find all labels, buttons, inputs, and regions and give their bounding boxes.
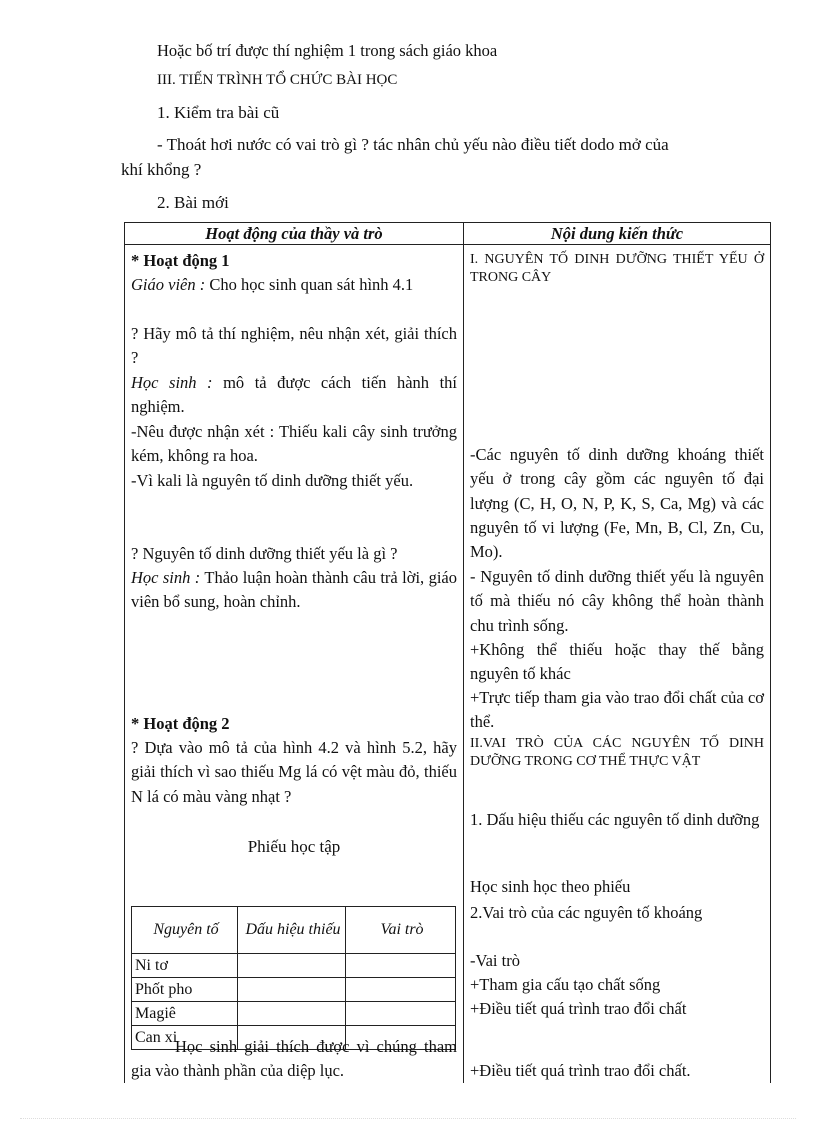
activity-1-student: Học sinh : mô tả được cách tiến hành thí nghiệm. xyxy=(131,373,457,417)
activity-2-title: * Hoạt động 2 xyxy=(131,714,230,733)
step-1-heading: 1. Kiểm tra bài cũ xyxy=(157,103,280,122)
worksheet-header-sign: Dấu hiệu thiếu xyxy=(238,907,346,954)
section-1-paragraph-4: +Trực tiếp tham gia vào trao đổi chất của cơ thể. xyxy=(470,688,764,732)
intro-line-1: Hoặc bố trí được thí nghiệm 1 trong sách giáo khoa xyxy=(157,41,498,60)
subsection-2-title: 2.Vai trò của các nguyên tố khoáng xyxy=(470,903,703,922)
section-1-paragraph-2: - Nguyên tố dinh dưỡng thiết yếu là nguyên tố mà thiếu nó cây không thể hoàn thành chu trình sống. xyxy=(470,567,764,635)
activity-1-student-2: Học sinh : Thảo luận hoàn thành câu trả lời, giáo viên bổ sung, hoàn chỉnh. xyxy=(131,568,457,612)
worksheet-row-label: Can xi xyxy=(132,1026,238,1050)
role-item-3: +Điều tiết quá trình trao đổi chất. xyxy=(470,1061,691,1080)
worksheet-row-label: Ni tơ xyxy=(132,954,238,978)
section-heading-3: III. TIẾN TRÌNH TỔ CHỨC BÀI HỌC xyxy=(157,72,398,88)
lesson-table xyxy=(124,222,771,1083)
worksheet-blank xyxy=(238,1002,346,1026)
section-2-title: II.VAI TRÒ CỦA CÁC NGUYÊN TỐ DINH DƯỠNG TRONG CƠ THỂ THỰC VẬT xyxy=(470,736,764,769)
content-column xyxy=(464,245,771,1084)
subsection-1-title: 1. Dấu hiệu thiếu các nguyên tố dinh dưỡng xyxy=(470,810,760,829)
worksheet-header-role: Vai trò xyxy=(346,907,456,954)
activity-1-question: ? Hãy mô tả thí nghiệm, nêu nhận xét, giải thích ? xyxy=(131,324,457,368)
role-title: -Vai trò xyxy=(470,951,520,970)
role-item-2: +Điều tiết quá trình trao đổi chất xyxy=(470,999,687,1018)
review-question-cont: khí khổng ? xyxy=(121,160,202,179)
worksheet-blank xyxy=(346,978,456,1002)
worksheet-conclusion: Học sinh giải thích được vì chúng tham gia vào thành phần của diệp lục. xyxy=(131,1037,457,1081)
activity-1-teacher: Giáo viên : Cho học sinh quan sát hình 4.1 xyxy=(131,275,414,294)
header-activities: Hoạt động của thầy và trò xyxy=(125,223,464,245)
section-1-title: I. NGUYÊN TỐ DINH DƯỠNG THIẾT YẾU Ở TRONG CÂY xyxy=(470,252,764,285)
page-footer-divider xyxy=(20,1118,796,1119)
worksheet-blank xyxy=(238,978,346,1002)
subsection-1-text: Học sinh học theo phiếu xyxy=(470,877,631,896)
review-question: - Thoát hơi nước có vai trò gì ? tác nhân chủ yếu nào điều tiết dodo mở của xyxy=(157,135,669,154)
activity-1-question-2: ? Nguyên tố dinh dưỡng thiết yếu là gì ? xyxy=(131,544,398,563)
role-item-1: +Tham gia cấu tạo chất sống xyxy=(470,975,661,994)
activity-1-result-1: -Nêu được nhận xét : Thiếu kali cây sinh trưởng kém, không ra hoa. xyxy=(131,422,457,466)
worksheet-title: Phiếu học tập xyxy=(247,837,341,856)
section-1-paragraph-3: +Không thể thiếu hoặc thay thế bằng nguyên tố khác xyxy=(470,640,764,684)
section-1-paragraph-1: -Các nguyên tố dinh dưỡng khoáng thiết yếu ở trong cây gồm các nguyên tố đại lượng (C, H, O, N, P, K, S, Ca, Mg) và các nguyên tố vi lượng (Fe, Mn, B, Cl, Zn, Cu, Mo). xyxy=(470,445,764,562)
activities-column xyxy=(125,245,464,1084)
activity-1-title: * Hoạt động 1 xyxy=(131,251,230,270)
worksheet-blank xyxy=(346,954,456,978)
header-content: Nội dung kiến thức xyxy=(464,223,771,245)
worksheet-blank xyxy=(346,1002,456,1026)
worksheet-row-label: Phốt pho xyxy=(132,978,238,1002)
worksheet-row-label: Magiê xyxy=(132,1002,238,1026)
worksheet-blank xyxy=(238,954,346,978)
activity-1-result-2: -Vì kali là nguyên tố dinh dưỡng thiết yếu. xyxy=(131,471,414,490)
step-2-heading: 2. Bài mới xyxy=(157,193,229,212)
worksheet-table xyxy=(131,906,456,1050)
worksheet-header-element: Nguyên tố xyxy=(132,907,238,954)
activity-2-question: ? Dựa vào mô tả của hình 4.2 và hình 5.2, hãy giải thích vì sao thiếu Mg lá có vệt màu đỏ, thiếu N lá có màu vàng nhạt ? xyxy=(131,738,457,806)
